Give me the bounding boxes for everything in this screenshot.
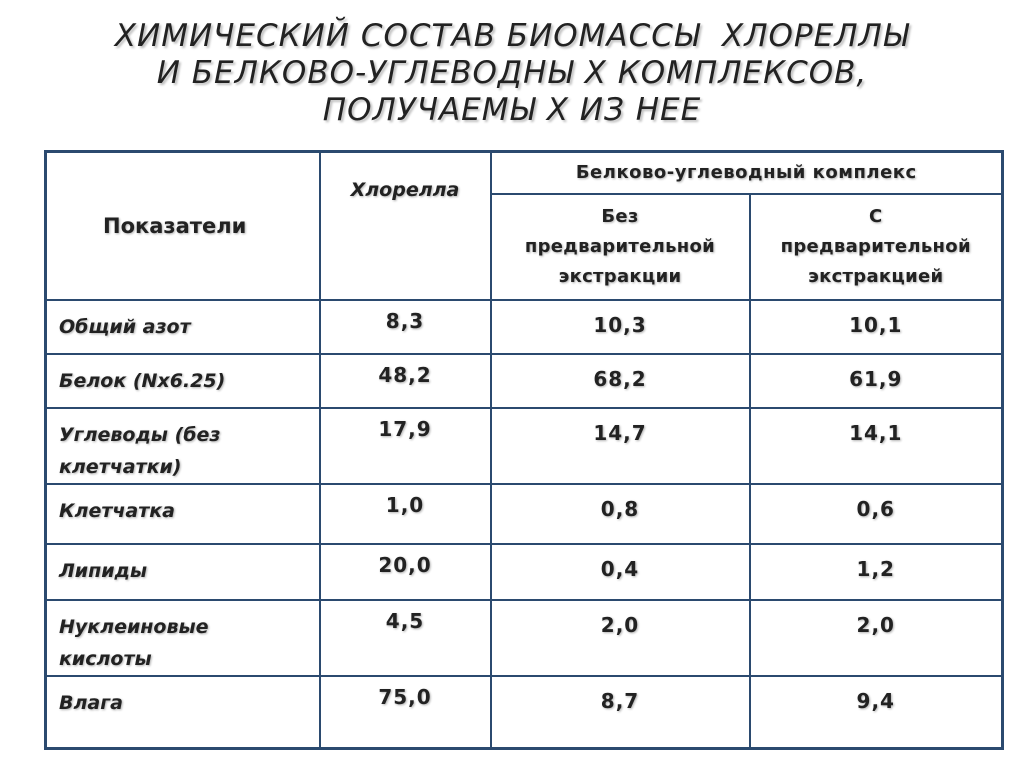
cell-without-extraction: 2,0 xyxy=(491,600,750,676)
row-label-line-1: Нуклеиновые xyxy=(59,615,209,638)
cell-chlorella: 48,2 xyxy=(320,354,491,408)
table-row xyxy=(46,354,1003,408)
cell-chlorella: 1,0 xyxy=(320,484,491,544)
cell-without-extraction: 0,8 xyxy=(491,484,750,544)
header-with-line-2: предварительной xyxy=(780,235,971,257)
cell-without-extraction: 68,2 xyxy=(491,354,750,408)
row-label-line-1: Влага xyxy=(59,691,123,714)
header-indicator: Показатели xyxy=(46,152,320,300)
header-without-line-2: предварительной xyxy=(524,235,716,257)
cell-with-extraction: 61,9 xyxy=(750,354,1003,408)
header-without-line-3: экстракции xyxy=(558,265,682,287)
row-label-line-2: клетчатки) xyxy=(59,455,182,478)
cell-with-extraction: 9,4 xyxy=(750,676,1003,749)
table-row xyxy=(46,600,1003,676)
cell-chlorella: 4,5 xyxy=(320,600,491,676)
row-label-line-1: Липиды xyxy=(59,559,148,582)
title-line-1: ХИМИЧЕСКИЙ СОСТАВ БИОМАССЫ ХЛОРЕЛЛЫ xyxy=(114,18,910,54)
cell-chlorella: 17,9 xyxy=(320,408,491,484)
table-row xyxy=(46,300,1003,354)
header-row-1 xyxy=(46,152,1003,194)
row-label xyxy=(46,300,320,354)
header-with-line-1: С xyxy=(869,205,883,227)
cell-chlorella: 20,0 xyxy=(320,544,491,600)
cell-without-extraction: 0,4 xyxy=(491,544,750,600)
composition-table xyxy=(44,150,1004,750)
title-line-2: И БЕЛКОВО-УГЛЕВОДНЫ Х КОМПЛЕКСОВ, xyxy=(156,55,868,91)
row-label xyxy=(46,484,320,544)
cell-without-extraction: 8,7 xyxy=(491,676,750,749)
cell-with-extraction: 10,1 xyxy=(750,300,1003,354)
table-row xyxy=(46,544,1003,600)
cell-without-extraction: 14,7 xyxy=(491,408,750,484)
cell-without-extraction: 10,3 xyxy=(491,300,750,354)
header-chlorella: Хлорелла xyxy=(320,152,491,300)
header-complex: Белково-углеводный комплекс xyxy=(491,152,1003,194)
header-without-line-1: Без xyxy=(601,205,639,227)
row-label xyxy=(46,544,320,600)
row-label-line-1: Белок (Nx6.25) xyxy=(59,369,226,392)
cell-chlorella: 75,0 xyxy=(320,676,491,749)
row-label-line-1: Общий азот xyxy=(59,315,191,338)
cell-chlorella: 8,3 xyxy=(320,300,491,354)
row-label-line-2: кислоты xyxy=(59,647,152,670)
row-label xyxy=(46,600,320,676)
row-label-line-1: Клетчатка xyxy=(59,499,175,522)
table-row xyxy=(46,676,1003,749)
title-line-3: ПОЛУЧАЕМЫ Х ИЗ НЕЕ xyxy=(322,92,702,128)
cell-with-extraction: 1,2 xyxy=(750,544,1003,600)
row-label xyxy=(46,408,320,484)
row-label xyxy=(46,676,320,749)
header-with-extraction xyxy=(750,194,1003,300)
table-row xyxy=(46,484,1003,544)
row-label xyxy=(46,354,320,408)
table-row xyxy=(46,408,1003,484)
row-label-line-1: Углеводы (без xyxy=(59,423,221,446)
cell-with-extraction: 0,6 xyxy=(750,484,1003,544)
cell-with-extraction: 14,1 xyxy=(750,408,1003,484)
header-without-extraction xyxy=(491,194,750,300)
page-title xyxy=(0,18,1024,129)
header-with-line-3: экстракцией xyxy=(808,265,944,287)
cell-with-extraction: 2,0 xyxy=(750,600,1003,676)
